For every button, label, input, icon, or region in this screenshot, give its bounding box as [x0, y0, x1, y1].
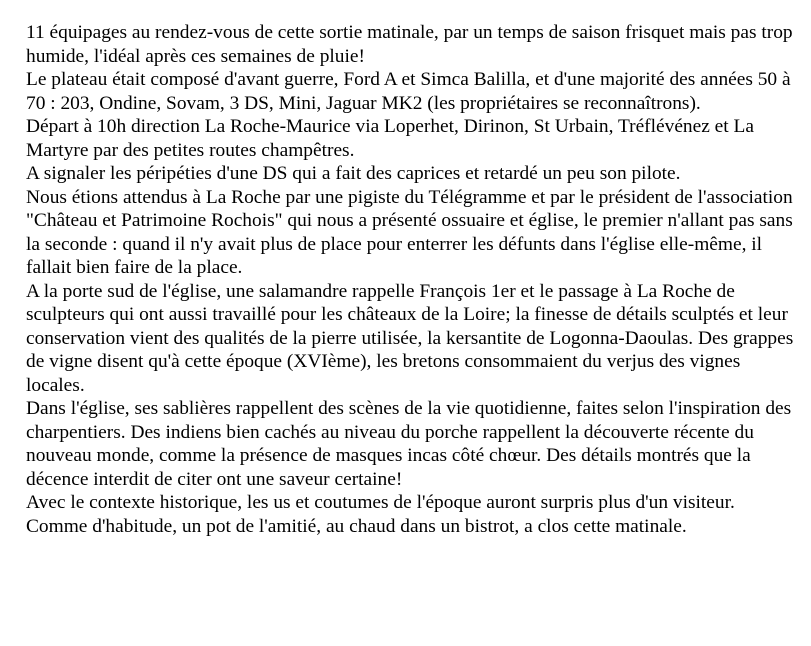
paragraph-welcome: Nous étions attendus à La Roche par une pigiste du Télégramme et par le président de l'association "Château et Patrimoine Rochois" qui nous a présenté ossuaire et église, le premier n'allant pas sans la seconde : quand il n'y avait plus de place pour enterrer les défunts dans l'église elle-même, il fallait bien faire de la place. [26, 186, 793, 278]
paragraph-arrivals: 11 équipages au rendez-vous de cette sortie matinale, par un temps de saison frisquet mais pas trop humide, l'idéal après ces semaines de pluie! [26, 22, 793, 67]
paragraph-closing: Comme d'habitude, un pot de l'amitié, au chaud dans un bistrot, a clos cette matinale. [26, 515, 687, 537]
paragraph-cars: Le plateau était composé d'avant guerre, Ford A et Simca Balilla, et d'une majorité des années 50 à 70 : 203, Ondine, Sovam, 3 DS, Mini, Jaguar MK2 (les propriétaires se reconnaîtrons). [26, 69, 791, 114]
paragraph-context: Avec le contexte historique, les us et coutumes de l'époque auront surpris plus d'un visiteur. [26, 492, 735, 513]
paragraph-departure: Départ à 10h direction La Roche-Maurice via Loperhet, Dirinon, St Urbain, Tréflévénez et La Martyre par des petites routes champêtres. [26, 116, 754, 161]
paragraph-ds-incident: A signaler les péripéties d'une DS qui a fait des caprices et retardé un peu son pilote. [26, 163, 681, 184]
article-body [26, 21, 796, 538]
paragraph-south-door: A la porte sud de l'église, une salamandre rappelle François 1er et le passage à La Roche de sculpteurs qui ont aussi travaillé pour les châteaux de la Loire; la finesse de détails sculptés et leur conservation vient des qualités de la pierre utilisée, la kersantite de Logonna-Daoulas. Des grappes de vigne disent qu'à cette époque (XVIème), les bretons consommaient du verjus des vignes locales. [26, 280, 794, 396]
paragraph-church-interior: Dans l'église, ses sablières rappellent des scènes de la vie quotidienne, faites selon l'inspiration des charpentiers. Des indiens bien cachés au niveau du porche rappellent la découverte récente du nouveau monde, comme la présence de masques incas côté chœur. Des détails montrés que la décence interdit de citer ont une saveur certaine! [26, 398, 792, 490]
